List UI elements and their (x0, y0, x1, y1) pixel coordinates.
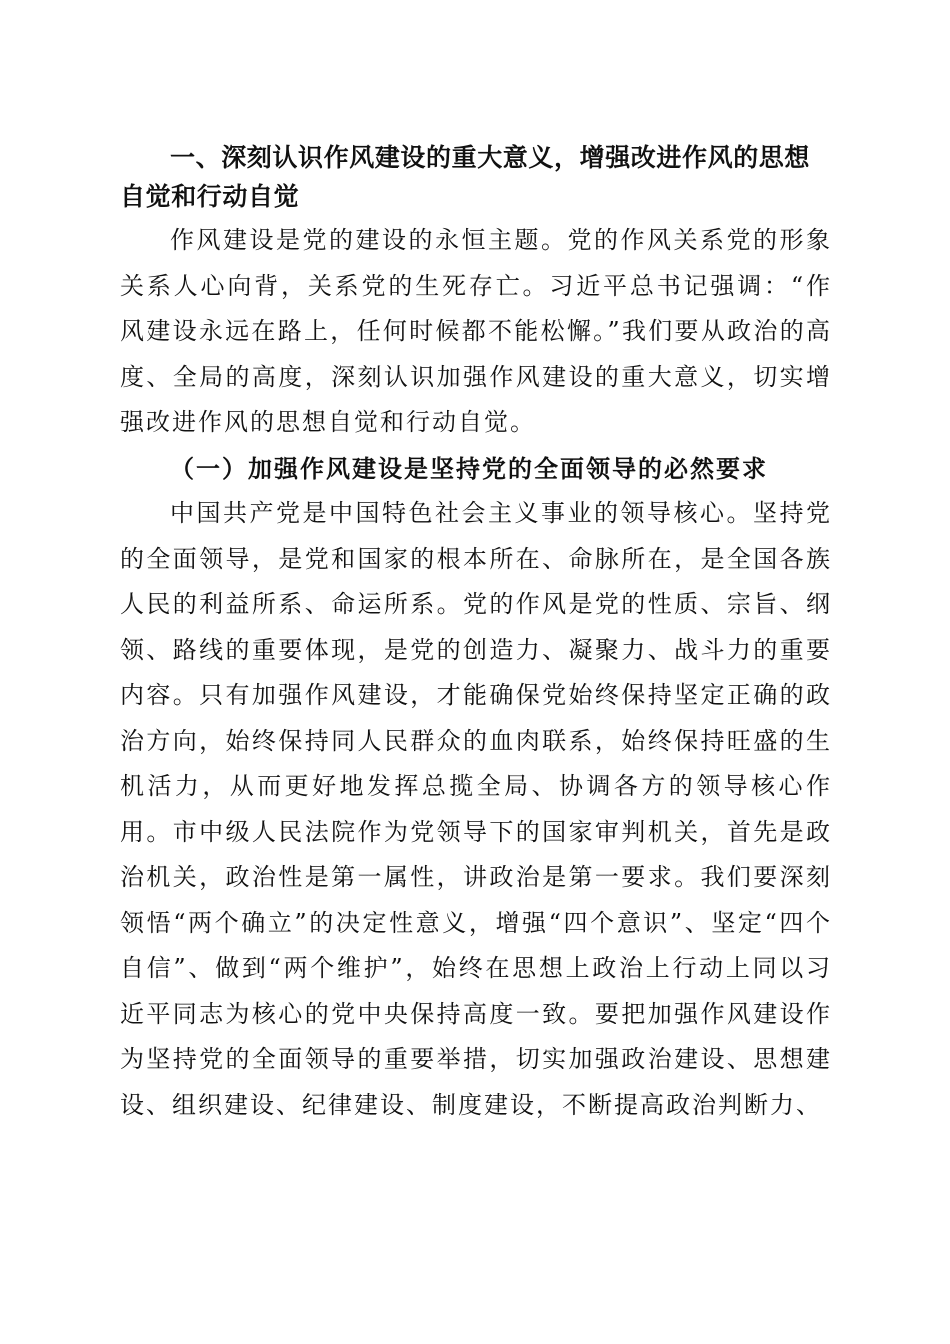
document-page (120, 138, 832, 1128)
paragraph-body: 中国共产党是中国特色社会主义事业的领导核心。坚持党的全面领导，是党和国家的根本所在、命脉所在，是全国各族人民的利益所系、命运所系。党的作风是党的性质、宗旨、纲领、路线的重要体现，是党的创造力、凝聚力、战斗力的重要内容。只有加强作风建设，才能确保党始终保持坚定正确的政治方向，始终保持同人民群众的血肉联系，始终保持旺盛的生机活力，从而更好地发挥总揽全局、协调各方的领导核心作用。市中级人民法院作为党领导下的国家审判机关，首先是政治机关，政治性是第一属性，讲政治是第一要求。我们要深刻领悟“两个确立”的决定性意义，增强“四个意识”、坚定“四个自信”、做到“两个维护”，始终在思想上政治上行动上同以习近平同志为核心的党中央保持高度一致。要把加强作风建设作为坚持党的全面领导的重要举措，切实加强政治建设、思想建设、组织建设、纪律建设、制度建设，不断提高政治判断力、 (120, 499, 832, 1119)
subsection-heading: （一）加强作风建设是坚持党的全面领导的必然要求 (170, 453, 768, 483)
paragraph-intro: 作风建设是党的建设的永恒主题。党的作风关系党的形象关系人心向背，关系党的生死存亡。习近平总书记强调：“作风建设永远在路上，任何时候都不能松懈。”我们要从政治的高度、全局的高度，深刻认识加强作风建设的重大意义，切实增强改进作风的思想自觉和行动自觉。 (120, 226, 832, 436)
section-heading: 一、深刻认识作风建设的重大意义，增强改进作风的思想自觉和行动自觉 (120, 143, 811, 211)
